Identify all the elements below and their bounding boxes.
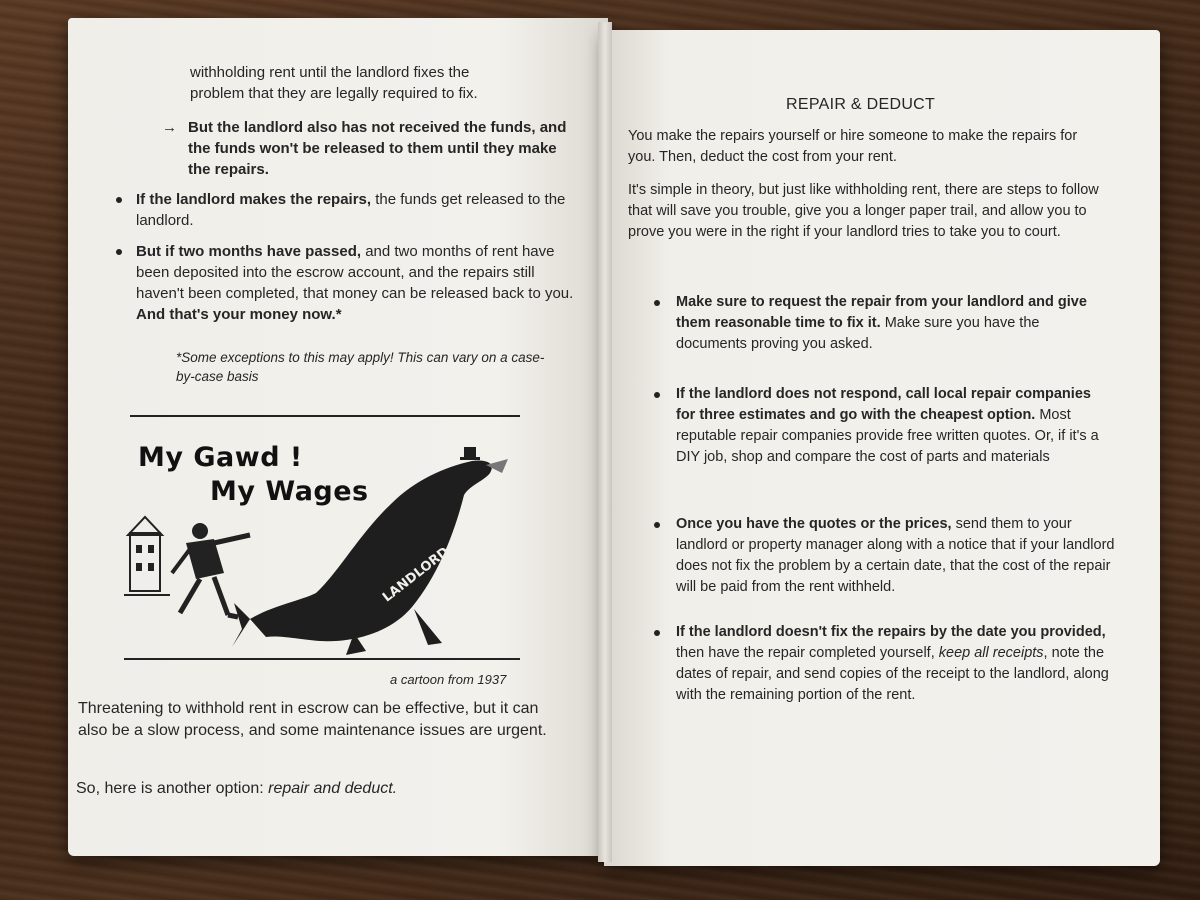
cartoon-title-line-2: My Wages [210, 476, 369, 507]
right-intro: You make the repairs yourself or hire someone to make the repairs for you. Then, deduct the cost from your rent. [628, 128, 1078, 165]
page-heading: REPAIR & DEDUCT [786, 96, 936, 113]
footnote: *Some exceptions to this may apply! This can vary on a case-by-case basis [176, 350, 545, 384]
cartoon-top-rule [130, 415, 520, 417]
right-bullet-4: If the landlord doesn't fix the repairs by the date you provided, then have the repair completed yourself, keep all receipts, note the dates of repair, and send copies of the receipt to the landlord, along with the remaining portion of the rent. [676, 624, 1109, 703]
cartoon-bottom-rule [124, 658, 520, 660]
bullet-icon [654, 392, 660, 398]
left-page [68, 18, 608, 856]
right-paragraph-2: It's simple in theory, but just like withholding rent, there are steps to follow that will save you trouble, give you a longer paper trail, and allow you to prove you were in the right if your landlord tries to take you to court. [628, 182, 1099, 240]
book-gutter [598, 22, 612, 862]
cartoon-caption: a cartoon from 1937 [390, 672, 507, 687]
running-man-icon [172, 523, 250, 617]
seal-icon [232, 447, 508, 655]
left-bullet-1: If the landlord makes the repairs, the funds get released to the landlord. [136, 191, 566, 229]
left-paragraph-end: Threatening to withhold rent in escrow can be effective, but it can also be a slow process, and some maintenance issues are urgent. [78, 700, 547, 739]
right-bullet-1: Make sure to request the repair from your landlord and give them reasonable time to fix it. Make sure you have the documents proving you asked. [676, 294, 1087, 352]
bullet-icon [654, 522, 660, 528]
left-bullet-2: But if two months have passed, and two months of rent have been deposited into the escrow account, and the repairs still haven't been completed, that money can be released back to you. And that's your money now.* [136, 243, 574, 323]
arrow-point: But the landlord also has not received the funds, and the funds won't be released to them until they make the repairs. [188, 119, 567, 178]
arrow-icon: → [162, 119, 177, 136]
landlord-seal-cartoon [124, 423, 524, 663]
bullet-icon [116, 197, 122, 203]
seal-label: LANDLORD [380, 544, 453, 606]
bullet-icon [116, 249, 122, 255]
right-bullet-2: If the landlord does not respond, call local repair companies for three estimates and go with the cheapest option. Most reputable repair companies provide free written quotes. Or, if it's a DIY job, shop and compare the cost of parts and materials [676, 386, 1099, 465]
bullet-icon [654, 300, 660, 306]
left-paragraph-last: So, here is another option: repair and deduct. [76, 780, 398, 797]
right-page [604, 30, 1160, 866]
left-paragraph-1: withholding rent until the landlord fixes the problem that they are legally required to fix. [190, 64, 478, 102]
cartoon-title-line-1: My Gawd ! [138, 442, 303, 473]
bullet-icon [654, 630, 660, 636]
right-bullet-3: Once you have the quotes or the prices, send them to your landlord or property manager along with a notice that if your landlord does not fix the problem by a certain date, that the cost of the repair will be paid from the rent withheld. [676, 516, 1115, 595]
houses-icon [124, 517, 170, 595]
